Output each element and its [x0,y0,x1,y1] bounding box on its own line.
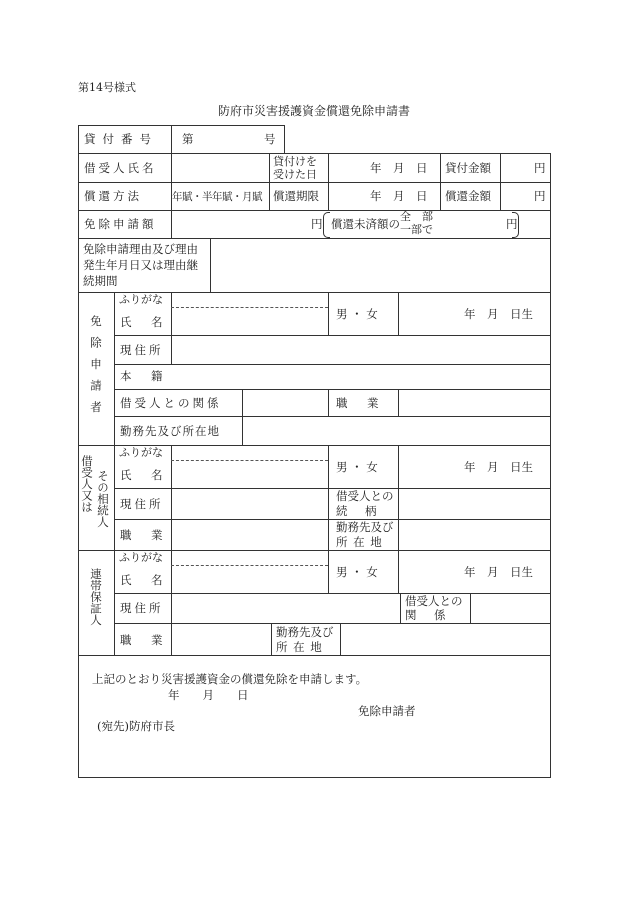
borrower-name-label: 借受人氏名 [84,161,157,175]
applicant-address-label: 現住所 [120,343,164,357]
repay-method-options: 年賦・半年賦・月賦 [172,191,262,203]
page-title: 防府市災害援護資金償還免除申請書 [218,104,411,118]
guarantor-relation-label-2: 関 係 [405,608,449,622]
loan-amount-label: 貸付金額 [445,161,491,175]
heir-workplace-label-2: 所 在 地 [336,535,383,549]
footer-statement: 上記のとおり災害援護資金の償還免除を申請します。 [92,672,368,686]
guarantor-relation-label-1: 借受人との [405,594,463,608]
guarantor-furigana-label: ふりがな [119,551,163,564]
guarantor-sex: 男 ・ 女 [336,565,378,579]
applicant-section-label: 免除申請者 [89,315,103,423]
repay-deadline-value: 年 月 日 [370,189,428,203]
applicant-furigana-label: ふりがな [119,293,163,306]
unpaid-prefix: 償還未済額の [331,217,400,231]
part-label: 一部で [400,223,433,236]
exemption-amount-label: 免除申請額 [84,217,157,231]
heir-sex: 男 ・ 女 [336,460,378,474]
applicant-workplace-label: 勤務先及び所在地 [120,424,220,438]
heir-workplace-label-1: 勤務先及び [336,520,394,534]
guarantor-section-label: 連帯保証人 [89,568,103,626]
exemption-amount-unit: 円 [311,217,323,231]
bracket-left [323,212,330,238]
form-number: 第14号様式 [78,81,136,94]
footer-applicant: 免除申請者 [358,704,416,718]
guarantor-address-label: 現住所 [120,601,164,615]
heir-relation-label-2: 続 柄 [336,504,380,518]
guarantor-name-label: 氏 名 [120,573,167,587]
heir-relation-label-1: 借受人との [336,489,394,503]
loan-number-label: 貸付番号 [84,132,158,146]
applicant-domicile-label: 本 籍 [120,369,167,383]
guarantor-birth: 年 月 日生 [464,565,533,579]
loan-amount-unit: 円 [534,161,546,175]
repay-amount-unit: 円 [534,189,546,203]
footer-date: 年 月 日 [168,688,249,702]
bracket-right [512,212,519,238]
heir-name-label: 氏 名 [120,468,167,482]
heir-furigana-label: ふりがな [119,446,163,459]
applicant-name-label: 氏 名 [120,315,167,329]
guarantor-workplace-label-1: 勤務先及び [276,625,334,639]
heir-occupation-label: 職 業 [120,528,167,542]
heir-address-label: 現住所 [120,497,164,511]
loan-date-label-1: 貸付けを [273,155,317,168]
exemption-unit-2: 円 [506,217,518,231]
applicant-birth: 年 月 日生 [464,307,533,321]
heir-section-label-1: 借受人又は [80,455,94,513]
repay-method-label: 償還方法 [84,189,142,203]
heir-section-label-2: その相続人 [96,470,110,528]
all-label: 全 部 [400,210,433,223]
repay-deadline-label: 償還期限 [273,189,319,203]
reason-line-3: 続期間 [83,274,118,288]
loan-date-label-2: 受けた日 [273,168,317,181]
reason-line-2: 発生年月日又は理由継 [83,258,198,272]
applicant-sex: 男 ・ 女 [336,307,378,321]
applicant-occupation-label: 職 業 [336,396,383,410]
guarantor-occupation-label: 職 業 [120,633,167,647]
guarantor-workplace-label-2: 所 在 地 [276,640,323,654]
repay-amount-label: 償還金額 [445,189,491,203]
heir-birth: 年 月 日生 [464,460,533,474]
applicant-relation-label: 借受人との関係 [120,396,222,410]
loan-number-suffix: 号 [264,132,276,146]
reason-line-1: 免除申請理由及び理由 [83,242,198,256]
loan-number-prefix: 第 [182,132,194,146]
footer-addressee: (宛先)防府市長 [97,719,175,733]
loan-date-value: 年 月 日 [370,161,428,175]
